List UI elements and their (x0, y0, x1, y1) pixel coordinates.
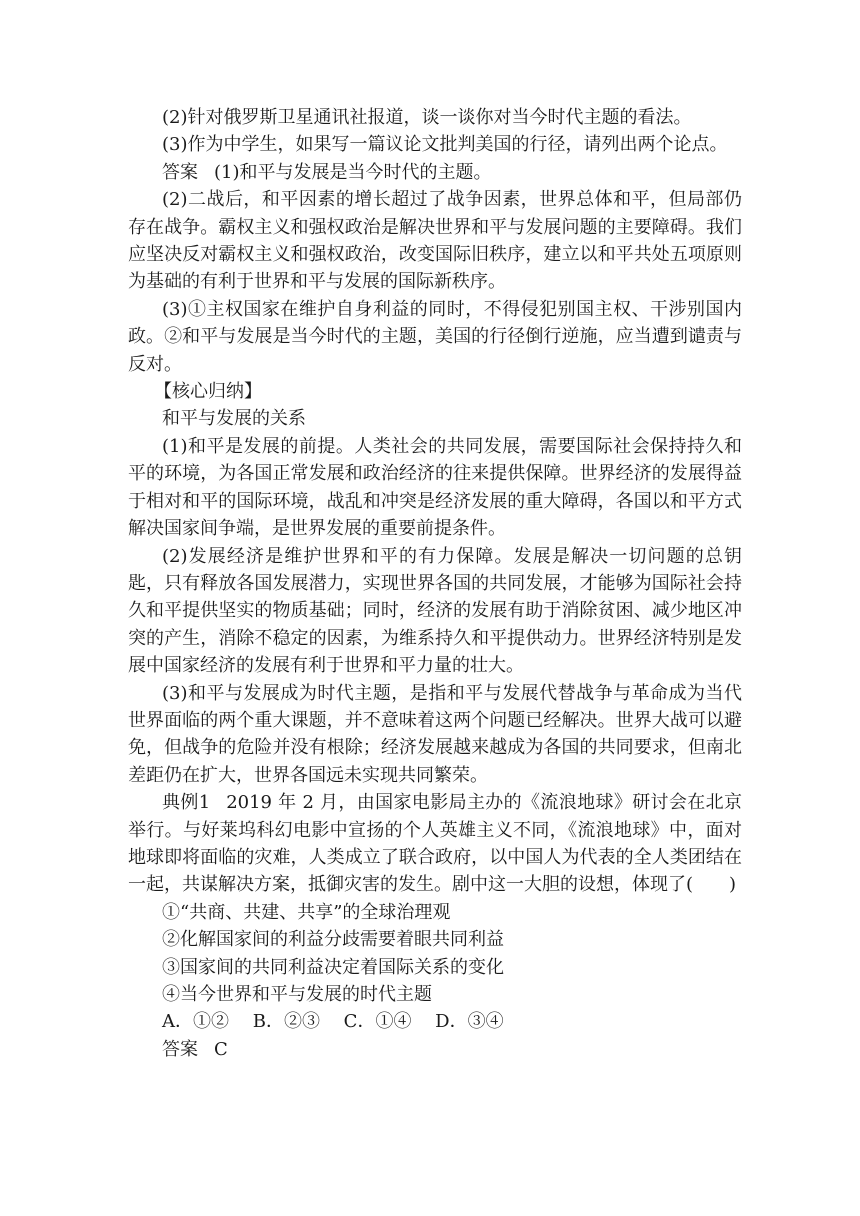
answer-part-1-text: (1)和平与发展是当今时代的主题。 (214, 161, 492, 183)
answer-part-1 (128, 159, 742, 186)
core-summary-point-1: (1)和平是发展的前提。人类社会的共同发展，需要国际社会保持持久和平的环境，为各国正常发展和政治经济的往来提供保障。世界经济的发展得益于相对和平的国际环境，战乱和冲突是经济发展的重大障碍，各国以和平方式解决国家间争端，是世界发展的重要前提条件。 (128, 435, 742, 540)
example-statement-2: ②化解国家间的利益分歧需要着眼共同利益 (162, 929, 504, 951)
core-summary-heading: 【核心归纳】 (154, 381, 262, 403)
question-part-2: (2)针对俄罗斯卫星通讯社报道，谈一谈你对当今时代主题的看法。 (162, 107, 692, 128)
core-summary-point-2: (2)发展经济是维护世界和平的有力保障。发展是解决一切问题的总钥匙，只有释放各国发展潜力，实现世界各国的共同发展，才能够为国际社会持久和平提供坚实的物质基础；同时，经济的发展有助于消除贫困、减少地区冲突的产生，消除不稳定的因素，为维系持久和平提供动力。世界经济特别是发展中国家经济的发展有利于世界和平力量的壮大。 (128, 545, 742, 677)
question-part-3: (3)作为中学生，如果写一篇议论文批判美国的行径，请列出两个论点。 (162, 134, 728, 156)
example-stem-text: 2019 年 2 月，由国家电影局主办的《流浪地球》研讨会在北京举行。与好莱坞科幻电影中宣扬的个人英雄主义不同，《流浪地球》中，面对地球即将面临的灾难，人类成立了联合政府，以中国人为代表的全人类团结在一起，共谋解决方案，抵御灾害的发生。剧中这一大胆的设想，体现了( ) (128, 792, 742, 896)
example-answer-value: C (214, 1038, 228, 1060)
example-answer-label: 答案 (162, 1038, 198, 1060)
example-options: A．①② B．②③ C．①④ D．③④ (162, 1011, 504, 1033)
example-label: 典例1 (162, 792, 211, 814)
answer-part-3: (3)①主权国家在维护自身利益的同时，不得侵犯别国主权、干涉别国内政。②和平与发展是当今时代的主题，美国的行径倒行逆施，应当遭到谴责与反对。 (128, 298, 742, 375)
example-statement-1: ①“共商、共建、共享”的全球治理观 (162, 901, 451, 923)
example-answer (128, 1036, 742, 1063)
answer-label: 答案 (162, 161, 198, 183)
document-page (128, 104, 742, 1063)
example-statement-3: ③国家间的共同利益决定着国际关系的变化 (162, 956, 504, 978)
core-summary-subheading: 和平与发展的关系 (162, 408, 306, 430)
example-statement-4: ④当今世界和平与发展的时代主题 (162, 984, 432, 1005)
answer-part-2: (2)二战后，和平因素的增长超过了战争因素，世界总体和平，但局部仍存在战争。霸权主义和强权政治是解决世界和平与发展问题的主要障碍。我们应坚决反对霸权主义和强权政治，改变国际旧秩序，建立以和平共处五项原则为基础的有利于世界和平与发展的国际新秩序。 (128, 189, 742, 293)
example-stem (128, 789, 742, 899)
core-summary-point-3: (3)和平与发展成为时代主题，是指和平与发展代替战争与革命成为当代世界面临的两个重大课题，并不意味着这两个问题已经解决。世界大战可以避免，但战争的危险并没有根除；经济发展越来越成为各国的共同要求，但南北差距仍在扩大，世界各国远未实现共同繁荣。 (128, 682, 742, 786)
